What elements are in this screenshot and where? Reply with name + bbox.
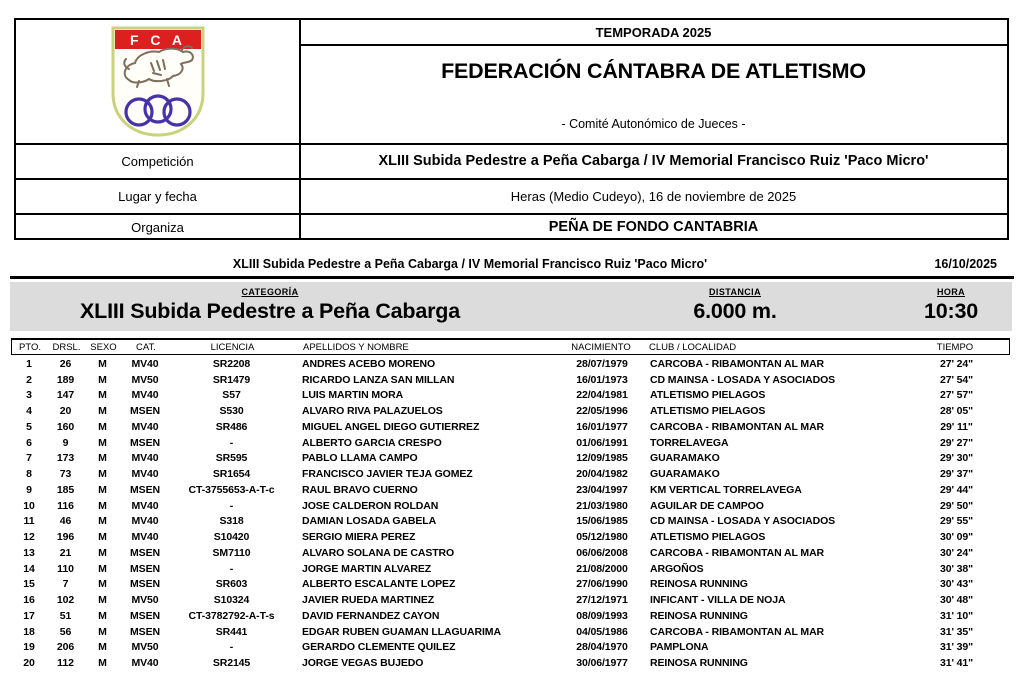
federation-title: FEDERACIÓN CÁNTABRA DE ATLETISMO bbox=[441, 59, 866, 83]
table-cell: 173 bbox=[56, 452, 75, 465]
table-cell: MSEN bbox=[130, 483, 160, 496]
table-cell: MV40 bbox=[131, 468, 159, 481]
table-cell: 30/06/1977 bbox=[576, 657, 628, 670]
table-cell: PABLO LLAMA CAMPO bbox=[302, 452, 418, 465]
results-body bbox=[11, 356, 1010, 671]
table-cell: LUIS MARTIN MORA bbox=[302, 389, 404, 402]
table-cell: 30' 48" bbox=[939, 594, 974, 607]
table-row bbox=[11, 529, 1010, 545]
table-cell: - bbox=[229, 641, 234, 654]
table-cell: 31' 35" bbox=[939, 625, 974, 638]
table-cell: M bbox=[98, 420, 107, 433]
table-cell: 21/08/2000 bbox=[576, 562, 628, 575]
table-cell: 23/04/1997 bbox=[576, 483, 628, 496]
table-row bbox=[11, 577, 1010, 593]
fca-logo bbox=[16, 20, 299, 143]
table-cell: 27' 54" bbox=[939, 373, 974, 386]
table-cell: 11 bbox=[23, 515, 35, 528]
table-cell: M bbox=[98, 405, 107, 418]
category-band bbox=[10, 282, 1012, 331]
table-cell: M bbox=[98, 594, 107, 607]
table-cell: SR595 bbox=[215, 452, 248, 465]
committee-subtitle: - Comité Autonómico de Jueces - bbox=[561, 117, 746, 131]
table-cell: M bbox=[98, 531, 107, 544]
table-cell: 160 bbox=[56, 420, 75, 433]
table-cell: 06/06/2008 bbox=[576, 546, 628, 559]
table-cell: GUARAMAKO bbox=[650, 468, 720, 481]
table-cell: MSEN bbox=[130, 578, 160, 591]
table-cell: CARCOBA - RIBAMONTAN AL MAR bbox=[650, 625, 825, 638]
table-cell: 9 bbox=[26, 483, 32, 496]
table-cell: PAMPLONA bbox=[650, 641, 709, 654]
table-cell: 10 bbox=[23, 499, 35, 512]
table-cell: 30' 09" bbox=[939, 531, 974, 544]
table-cell: MV40 bbox=[131, 657, 159, 670]
temporada-label: TEMPORADA 2025 bbox=[595, 24, 712, 40]
table-cell: 19 bbox=[23, 641, 35, 654]
table-cell: M bbox=[98, 641, 107, 654]
table-cell: 196 bbox=[56, 531, 75, 544]
table-cell: CD MAINSA - LOSADA Y ASOCIADOS bbox=[650, 373, 836, 386]
table-cell: 30' 43" bbox=[939, 578, 974, 591]
table-cell: SERGIO MIERA PEREZ bbox=[302, 531, 416, 544]
table-cell: 26 bbox=[59, 357, 72, 370]
category-label: CATEGORÍA bbox=[241, 287, 299, 297]
table-cell: MV40 bbox=[131, 420, 159, 433]
table-cell: RAUL BRAVO CUERNO bbox=[302, 483, 418, 496]
table-cell: M bbox=[98, 389, 107, 402]
table-cell: 27' 24" bbox=[939, 357, 974, 370]
table-cell: GERARDO CLEMENTE QUILEZ bbox=[302, 641, 456, 654]
table-cell: 30' 38" bbox=[939, 562, 974, 575]
table-cell: 147 bbox=[56, 389, 75, 402]
table-cell: 15/06/1985 bbox=[576, 515, 628, 528]
table-cell: 29' 37" bbox=[939, 468, 974, 481]
column-header: SEXO bbox=[90, 341, 117, 353]
table-cell: 14 bbox=[23, 562, 35, 575]
table-cell: ALBERTO ESCALANTE LOPEZ bbox=[302, 578, 456, 591]
table-cell: 27/12/1971 bbox=[576, 594, 628, 607]
table-cell: ALVARO RIVA PALAZUELOS bbox=[302, 405, 443, 418]
table-cell: M bbox=[98, 515, 107, 528]
table-cell: 73 bbox=[59, 468, 72, 481]
table-row bbox=[11, 624, 1010, 640]
table-cell: EDGAR RUBEN GUAMAN LLAGUARIMA bbox=[302, 625, 501, 638]
table-row bbox=[11, 545, 1010, 561]
distance-label: DISTANCIA bbox=[709, 287, 761, 297]
table-cell: 12/09/1985 bbox=[576, 452, 628, 465]
table-cell: MSEN bbox=[130, 405, 160, 418]
table-row bbox=[11, 403, 1010, 419]
table-cell: M bbox=[98, 578, 107, 591]
competition-label: Competición bbox=[121, 153, 194, 169]
table-row bbox=[11, 592, 1010, 608]
table-cell: JORGE VEGAS BUJEDO bbox=[302, 657, 424, 670]
table-cell: 4 bbox=[26, 405, 32, 418]
table-cell: 6 bbox=[26, 436, 32, 449]
table-cell: CT-3755653-A-T-c bbox=[188, 483, 275, 496]
table-cell: ALBERTO GARCIA CRESPO bbox=[302, 436, 442, 449]
table-cell: 13 bbox=[23, 546, 35, 559]
table-cell: SR441 bbox=[215, 625, 248, 638]
table-cell: FRANCISCO JAVIER TEJA GOMEZ bbox=[302, 468, 473, 481]
table-cell: CARCOBA - RIBAMONTAN AL MAR bbox=[650, 420, 825, 433]
column-header: CAT. bbox=[136, 341, 156, 353]
table-cell: 8 bbox=[26, 468, 32, 481]
table-cell: 29' 55" bbox=[939, 515, 974, 528]
table-row bbox=[11, 655, 1010, 671]
federation-header-table bbox=[14, 18, 1009, 240]
table-cell: MSEN bbox=[130, 436, 160, 449]
column-header: LICENCIA bbox=[210, 341, 255, 353]
table-cell: 28/07/1979 bbox=[576, 357, 628, 370]
table-cell: 12 bbox=[23, 531, 35, 544]
table-cell: 29' 44" bbox=[939, 483, 974, 496]
table-cell: 31' 41" bbox=[939, 657, 974, 670]
table-cell: 20 bbox=[59, 405, 72, 418]
table-row bbox=[11, 498, 1010, 514]
table-cell: 21/03/1980 bbox=[576, 499, 628, 512]
table-cell: INFICANT - VILLA DE NOJA bbox=[650, 594, 786, 607]
table-cell: ANDRES ACEBO MORENO bbox=[302, 357, 436, 370]
table-cell: 27/06/1990 bbox=[576, 578, 628, 591]
table-cell: MV50 bbox=[131, 641, 159, 654]
table-row bbox=[11, 435, 1010, 451]
table-cell: 18 bbox=[23, 625, 35, 638]
logo-initials: F C A bbox=[129, 31, 186, 48]
table-row bbox=[11, 372, 1010, 388]
table-cell: 28/04/1970 bbox=[576, 641, 628, 654]
table-cell: ATLETISMO PIELAGOS bbox=[650, 531, 766, 544]
table-cell: M bbox=[98, 436, 107, 449]
table-cell: 30' 24" bbox=[939, 546, 974, 559]
category-column bbox=[10, 282, 530, 331]
table-cell: S10420 bbox=[213, 531, 250, 544]
table-cell: M bbox=[98, 562, 107, 575]
table-cell: 3 bbox=[26, 389, 32, 402]
table-cell: MV40 bbox=[131, 357, 159, 370]
table-cell: ATLETISMO PIELAGOS bbox=[650, 405, 766, 418]
distance-column bbox=[530, 282, 940, 331]
table-cell: - bbox=[229, 436, 234, 449]
results-header-row bbox=[11, 338, 1010, 355]
table-cell: CT-3782792-A-T-s bbox=[188, 609, 275, 622]
table-cell: 29' 27" bbox=[939, 436, 974, 449]
table-cell: SR603 bbox=[215, 578, 248, 591]
table-row bbox=[11, 482, 1010, 498]
table-cell: SR2145 bbox=[212, 657, 251, 670]
table-cell: CARCOBA - RIBAMONTAN AL MAR bbox=[650, 357, 825, 370]
table-cell: MSEN bbox=[130, 562, 160, 575]
table-cell: 110 bbox=[57, 562, 74, 575]
table-cell: M bbox=[98, 657, 107, 670]
table-cell: REINOSA RUNNING bbox=[650, 657, 748, 670]
table-cell: JAVIER RUEDA MARTINEZ bbox=[302, 594, 435, 607]
table-cell: KM VERTICAL TORRELAVEGA bbox=[650, 483, 802, 496]
column-header: NACIMIENTO bbox=[571, 341, 631, 353]
table-row bbox=[11, 451, 1010, 467]
table-row bbox=[11, 561, 1010, 577]
table-cell: SR1479 bbox=[212, 373, 251, 386]
table-cell: 20 bbox=[23, 657, 35, 670]
table-cell: CD MAINSA - LOSADA Y ASOCIADOS bbox=[650, 515, 836, 528]
table-cell: 29' 50" bbox=[939, 499, 974, 512]
table-cell: 05/12/1980 bbox=[576, 531, 628, 544]
table-cell: 04/05/1986 bbox=[576, 625, 628, 638]
table-cell: MSEN bbox=[130, 625, 160, 638]
organizer-label: Organiza bbox=[131, 219, 184, 235]
table-row bbox=[11, 608, 1010, 624]
table-cell: REINOSA RUNNING bbox=[650, 609, 748, 622]
table-cell: M bbox=[98, 483, 107, 496]
fca-logo-badge bbox=[105, 25, 211, 139]
table-cell: M bbox=[98, 499, 107, 512]
table-cell: 7 bbox=[26, 452, 32, 465]
table-cell: 20/04/1982 bbox=[576, 468, 628, 481]
table-cell: 1 bbox=[26, 357, 32, 370]
table-cell: 31' 39" bbox=[939, 641, 974, 654]
table-cell: S318 bbox=[219, 515, 244, 528]
category-value: XLIII Subida Pedestre a Peña Cabarga bbox=[80, 299, 460, 323]
table-cell: 51 bbox=[59, 609, 72, 622]
table-cell: - bbox=[229, 499, 234, 512]
table-cell: M bbox=[98, 452, 107, 465]
table-cell: MV40 bbox=[131, 531, 159, 544]
table-cell: SR1654 bbox=[212, 468, 251, 481]
table-cell: JORGE MARTIN ALVAREZ bbox=[302, 562, 432, 575]
hora-value: 10:30 bbox=[924, 299, 978, 323]
table-row bbox=[11, 514, 1010, 530]
table-cell: SR2208 bbox=[212, 357, 251, 370]
table-cell: M bbox=[98, 609, 107, 622]
table-cell: M bbox=[98, 357, 107, 370]
table-cell: 112 bbox=[57, 657, 74, 670]
table-cell: - bbox=[229, 562, 234, 575]
table-cell: 08/09/1993 bbox=[576, 609, 628, 622]
table-cell: 29' 30" bbox=[939, 452, 974, 465]
table-row bbox=[11, 466, 1010, 482]
distance-value: 6.000 m. bbox=[693, 299, 777, 323]
table-cell: 21 bbox=[59, 546, 72, 559]
table-cell: S57 bbox=[222, 389, 241, 402]
table-cell: DAMIAN LOSADA GABELA bbox=[302, 515, 437, 528]
table-cell: ALVARO SOLANA DE CASTRO bbox=[302, 546, 455, 559]
table-cell: 5 bbox=[26, 420, 32, 433]
table-cell: SR486 bbox=[215, 420, 248, 433]
federation-title-cell bbox=[300, 45, 1007, 143]
table-cell: 16/01/1977 bbox=[576, 420, 628, 433]
table-cell: 56 bbox=[59, 625, 72, 638]
table-cell: MV40 bbox=[131, 515, 159, 528]
table-cell: 2 bbox=[26, 373, 32, 386]
table-cell: 116 bbox=[57, 499, 74, 512]
table-cell: 185 bbox=[56, 483, 75, 496]
column-header: PTO. bbox=[19, 341, 41, 353]
table-cell: 29' 11" bbox=[940, 420, 973, 433]
table-row bbox=[11, 388, 1010, 404]
table-cell: MV50 bbox=[131, 373, 159, 386]
separator-line bbox=[10, 276, 1014, 279]
table-cell: M bbox=[98, 373, 107, 386]
hora-column bbox=[890, 282, 1012, 331]
table-cell: ARGOÑOS bbox=[650, 562, 704, 575]
table-row bbox=[11, 419, 1010, 435]
column-header: TIEMPO bbox=[936, 341, 974, 353]
table-cell: RICARDO LANZA SAN MILLAN bbox=[302, 373, 455, 386]
table-cell: 22/04/1981 bbox=[576, 389, 628, 402]
table-cell: MV40 bbox=[131, 452, 159, 465]
table-row bbox=[11, 640, 1010, 656]
table-cell: M bbox=[98, 625, 107, 638]
race-date: 16/10/2025 bbox=[934, 257, 997, 271]
table-cell: 7 bbox=[62, 578, 69, 591]
table-cell: DAVID FERNANDEZ CAYON bbox=[302, 609, 440, 622]
table-cell: 22/05/1996 bbox=[576, 405, 628, 418]
table-cell: 31' 10" bbox=[939, 609, 974, 622]
table-cell: JOSE CALDERON ROLDAN bbox=[302, 499, 439, 512]
table-cell: GUARAMAKO bbox=[650, 452, 720, 465]
table-cell: MV40 bbox=[131, 389, 159, 402]
place-date-label: Lugar y fecha bbox=[118, 188, 197, 204]
table-cell: TORRELAVEGA bbox=[650, 436, 729, 449]
table-cell: 01/06/1991 bbox=[576, 436, 628, 449]
table-cell: ATLETISMO PIELAGOS bbox=[650, 389, 766, 402]
table-cell: 46 bbox=[59, 515, 72, 528]
competition-value: XLIII Subida Pedestre a Peña Cabarga / IV Memorial Francisco Ruiz 'Paco Micro' bbox=[378, 153, 929, 169]
table-cell: M bbox=[98, 468, 107, 481]
table-cell: 17 bbox=[23, 609, 35, 622]
race-title: XLIII Subida Pedestre a Peña Cabarga / IV Memorial Francisco Ruiz 'Paco Micro' bbox=[232, 257, 708, 271]
table-cell: MV50 bbox=[131, 594, 159, 607]
table-cell: MV40 bbox=[131, 499, 159, 512]
place-date-value: Heras (Medio Cudeyo), 16 de noviembre de 2025 bbox=[510, 188, 797, 204]
table-cell: CARCOBA - RIBAMONTAN AL MAR bbox=[650, 546, 825, 559]
hora-label: HORA bbox=[936, 287, 966, 297]
table-cell: 28' 05" bbox=[939, 405, 974, 418]
table-cell: 16/01/1973 bbox=[576, 373, 628, 386]
column-header: DRSL. bbox=[52, 341, 81, 353]
table-row bbox=[11, 356, 1010, 372]
column-header: APELLIDOS Y NOMBRE bbox=[303, 341, 409, 353]
table-cell: SM7110 bbox=[212, 546, 251, 559]
table-cell: 27' 57" bbox=[939, 389, 974, 402]
table-cell: S10324 bbox=[213, 594, 250, 607]
table-cell: M bbox=[98, 546, 107, 559]
table-cell: 206 bbox=[56, 641, 75, 654]
organizer-value: PEÑA DE FONDO CANTABRIA bbox=[548, 219, 759, 235]
table-cell: MIGUEL ANGEL DIEGO GUTIERREZ bbox=[302, 420, 480, 433]
table-cell: 15 bbox=[23, 578, 35, 591]
table-cell: REINOSA RUNNING bbox=[650, 578, 748, 591]
table-cell: 189 bbox=[56, 373, 75, 386]
column-header: CLUB / LOCALIDAD bbox=[649, 341, 737, 353]
table-cell: MSEN bbox=[130, 546, 160, 559]
table-cell: MSEN bbox=[130, 609, 160, 622]
table-cell: 16 bbox=[23, 594, 35, 607]
table-cell: AGUILAR DE CAMPOO bbox=[650, 499, 764, 512]
table-cell: S530 bbox=[219, 405, 244, 418]
table-cell: 9 bbox=[62, 436, 69, 449]
table-cell: 102 bbox=[56, 594, 75, 607]
